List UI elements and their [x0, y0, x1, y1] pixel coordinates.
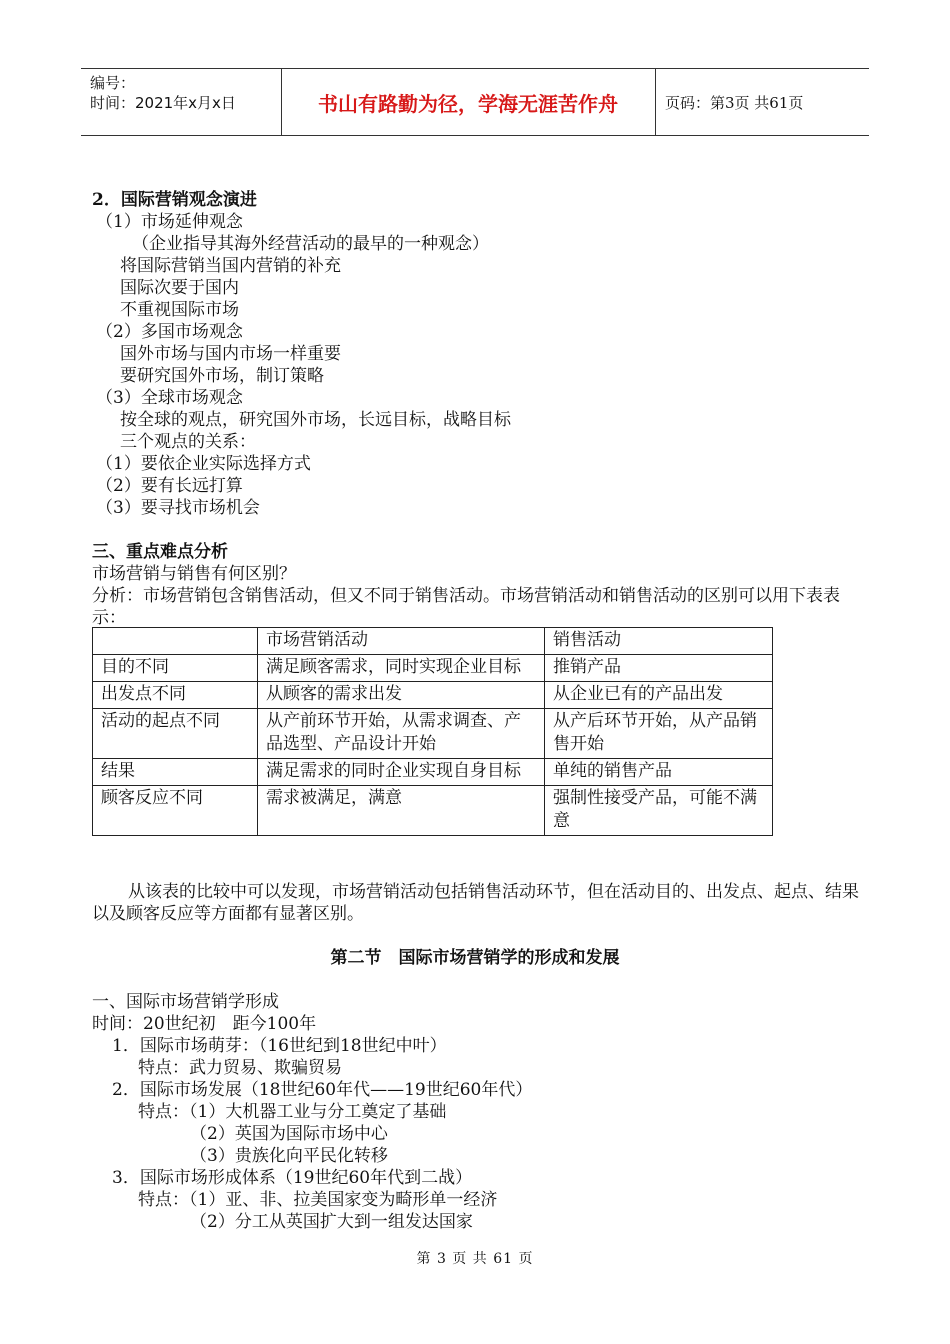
list-item: （1）市场延伸观念 — [96, 212, 243, 232]
list-item: 特点：武力贸易、欺骗贸易 — [138, 1058, 342, 1078]
table-cell: 从产前环节开始，从需求调查、产品选型、产品设计开始 — [258, 709, 545, 759]
comparison-table — [92, 627, 773, 836]
table-cell: 顾客反应不同 — [93, 786, 258, 836]
table-cell: 从企业已有的产品出发 — [545, 682, 773, 709]
table-row — [93, 682, 773, 709]
table-cell: 结果 — [93, 759, 258, 786]
list-item: 特点：（1）大机器工业与分工奠定了基础 — [138, 1102, 447, 1122]
page-header — [81, 68, 869, 136]
document-number-label: 编号： — [90, 74, 136, 92]
table-header-cell — [93, 628, 258, 655]
table-cell: 满足需求的同时企业实现自身目标 — [258, 759, 545, 786]
list-item: 特点：（1）亚、非、拉美国家变为畸形单一经济 — [138, 1190, 498, 1210]
table-cell: 活动的起点不同 — [93, 709, 258, 759]
table-header-cell: 销售活动 — [545, 628, 773, 655]
page-footer: 第 3 页 共 61 页 — [416, 1251, 534, 1267]
list-item: （3）要寻找市场机会 — [96, 498, 260, 518]
list-item: 三个观点的关系： — [120, 432, 256, 452]
table-cell: 目的不同 — [93, 655, 258, 682]
table-cell: 从产后环节开始，从产品销售开始 — [545, 709, 773, 759]
header-motto: 书山有路勤为径，学海无涯苦作舟 — [318, 91, 618, 116]
table-row — [93, 786, 773, 836]
table-cell: 满足顾客需求，同时实现企业目标 — [258, 655, 545, 682]
table-header-row — [93, 628, 773, 655]
table-cell: 从顾客的需求出发 — [258, 682, 545, 709]
table-cell: 强制性接受产品，可能不满意 — [545, 786, 773, 836]
list-item: 2．国际市场发展（18世纪60年代——19世纪60年代） — [112, 1080, 533, 1100]
table-row — [93, 759, 773, 786]
section-title: 2．国际营销观念演进 — [92, 190, 257, 210]
table-cell: 出发点不同 — [93, 682, 258, 709]
list-item: 一、国际市场营销学形成 — [92, 992, 279, 1012]
list-item: （1）要依企业实际选择方式 — [96, 454, 311, 474]
document-date: 时间：2021年x月x日 — [90, 94, 236, 112]
table-row — [93, 655, 773, 682]
table-row — [93, 709, 773, 759]
header-left — [90, 73, 236, 113]
list-item: （2）要有长远打算 — [96, 476, 243, 496]
list-item: 3．国际市场形成体系（19世纪60年代到二战） — [112, 1168, 473, 1188]
analysis-question: 市场营销与销售有何区别？ — [92, 564, 296, 584]
header-page-info: 页码：第3页 共61页 — [665, 93, 804, 112]
table-cell: 单纯的销售产品 — [545, 759, 773, 786]
table-cell: 推销产品 — [545, 655, 773, 682]
list-item: 按全球的观点，研究国外市场，长远目标，战略目标 — [120, 410, 511, 430]
chapter-title: 第二节 国际市场营销学的形成和发展 — [330, 948, 620, 968]
analysis-intro: 分析：市场营销包含销售活动，但又不同于销售活动。市场营销活动和销售活动的区别可以用下表表示： — [92, 586, 840, 628]
table-header-cell: 市场营销活动 — [258, 628, 545, 655]
list-item: 国外市场与国内市场一样重要 — [120, 344, 341, 364]
section-title: 三、重点难点分析 — [92, 542, 228, 562]
analysis-conclusion: 从该表的比较中可以发现，市场营销活动包括销售活动环节，但在活动目的、出发点、起点、结果以及顾客反应等方面都有显著区别。 — [92, 882, 859, 924]
table-cell: 需求被满足，满意 — [258, 786, 545, 836]
list-item: 国际次要于国内 — [120, 278, 239, 298]
list-item: （3）贵族化向平民化转移 — [190, 1146, 388, 1166]
list-item: （2）英国为国际市场中心 — [190, 1124, 388, 1144]
list-item: 1．国际市场萌芽：（16世纪到18世纪中叶） — [112, 1036, 447, 1056]
list-item: 要研究国外市场，制订策略 — [120, 366, 324, 386]
header-divider — [655, 69, 656, 135]
list-item: 将国际营销当国内营销的补充 — [120, 256, 341, 276]
list-item: （2）多国市场观念 — [96, 322, 243, 342]
list-item: 不重视国际市场 — [120, 300, 239, 320]
list-item: （企业指导其海外经营活动的最早的一种观念） — [132, 234, 489, 254]
list-item: （3）全球市场观念 — [96, 388, 243, 408]
list-item: 时间：20世纪初 距今100年 — [92, 1014, 317, 1034]
list-item: （2）分工从英国扩大到一组发达国家 — [190, 1212, 473, 1232]
